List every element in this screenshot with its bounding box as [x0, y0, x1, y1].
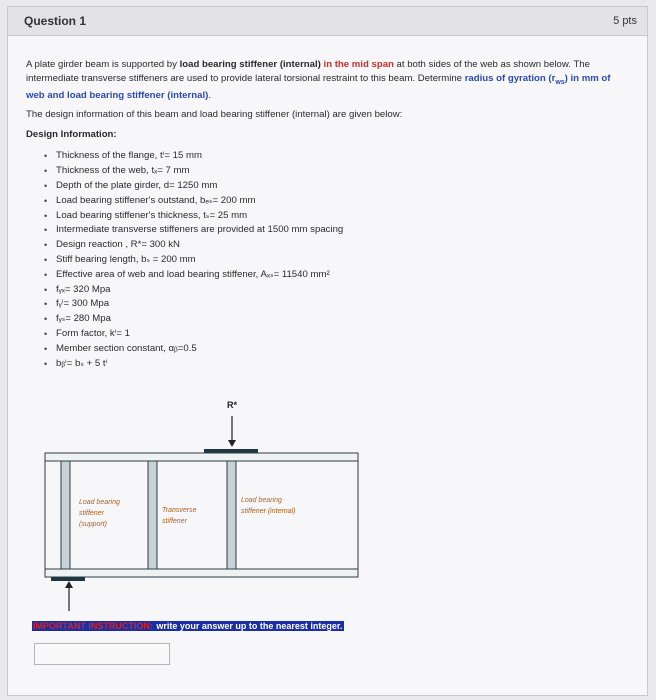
list-item: • Thickness of the flange, tⁱ= 15 mm — [46, 149, 629, 164]
design-info-list — [26, 149, 629, 371]
list-item: • Effective area of web and load bearing stiffener, Aₓₛ= 11540 mm² — [46, 268, 629, 283]
support-stiffener — [61, 461, 70, 569]
list-item: • Member section constant, αᵦ=0.5 — [46, 342, 629, 357]
list-item: • fᵧₛ= 280 Mpa — [46, 312, 629, 327]
reaction-arrowhead — [228, 440, 236, 447]
points-label: 5 pts — [613, 15, 637, 27]
list-item: • Load bearing stiffener's thickness, tₛ= 25 mm — [46, 209, 629, 224]
plate-girder-diagram — [8, 391, 649, 616]
list-item: • fᵧₓ= 320 Mpa — [46, 283, 629, 298]
bottom-flange — [45, 569, 358, 577]
list-item: • Thickness of the web, tₓ= 7 mm — [46, 164, 629, 179]
transverse-stiffener — [148, 461, 157, 569]
answer-input[interactable] — [34, 643, 170, 665]
question-body — [8, 36, 647, 371]
top-flange — [45, 453, 358, 461]
list-item: • Design reaction , R*= 300 kN — [46, 238, 629, 253]
important-instruction: IMPORTANT INSTRUCTION: write your answer up to the nearest integer. — [33, 621, 343, 631]
list-item: • Form factor, kⁱ= 1 — [46, 327, 629, 342]
question-card — [7, 6, 648, 696]
support-arrowhead — [65, 581, 73, 588]
list-item: • Intermediate transverse stiffeners are provided at 1500 mm spacing — [46, 223, 629, 238]
reaction-label: R* — [227, 400, 238, 410]
support-stiffener-label: Load bearing stiffener (support) — [79, 499, 120, 528]
list-item: • Load bearing stiffener's outstand, bₑₛ= 200 mm — [46, 194, 629, 209]
info-line: The design information of this beam and load bearing stiffener (internal) are given below: — [26, 109, 403, 121]
question-header — [8, 7, 647, 36]
list-item: • Stiff bearing length, bₛ = 200 mm — [46, 253, 629, 268]
question-title: Question 1 — [24, 14, 87, 28]
design-info-heading: Design Information: — [26, 128, 117, 140]
bottom-bearing-plate — [51, 577, 85, 581]
list-item: • bᵦⁱ= bₛ + 5 tⁱ — [46, 357, 629, 372]
intro-paragraph: A plate girder beam is supported by load bearing stiffener (internal) in the mid span at both sides of the web as shown below. The intermediate transverse stiffeners are used to provide lateral torsional restraint to this beam. Determine radius of gyration $(r_{ws})$ in mm of web and load bearing stiffener (internal). — [26, 59, 611, 101]
transverse-stiffener-label: Transverse stiffener — [162, 507, 197, 525]
rws-highlight: radius of gyration $(r_{ws})$ in mm of web and load bearing stiffener (internal) — [26, 72, 611, 101]
top-bearing-plate — [204, 449, 258, 453]
list-item: • fᵧⁱ= 300 Mpa — [46, 297, 629, 312]
internal-stiffener — [227, 461, 236, 569]
list-item: • Depth of the plate girder, d= 1250 mm — [46, 179, 629, 194]
internal-stiffener-label: Load bearing stiffener (internal) — [241, 497, 296, 515]
